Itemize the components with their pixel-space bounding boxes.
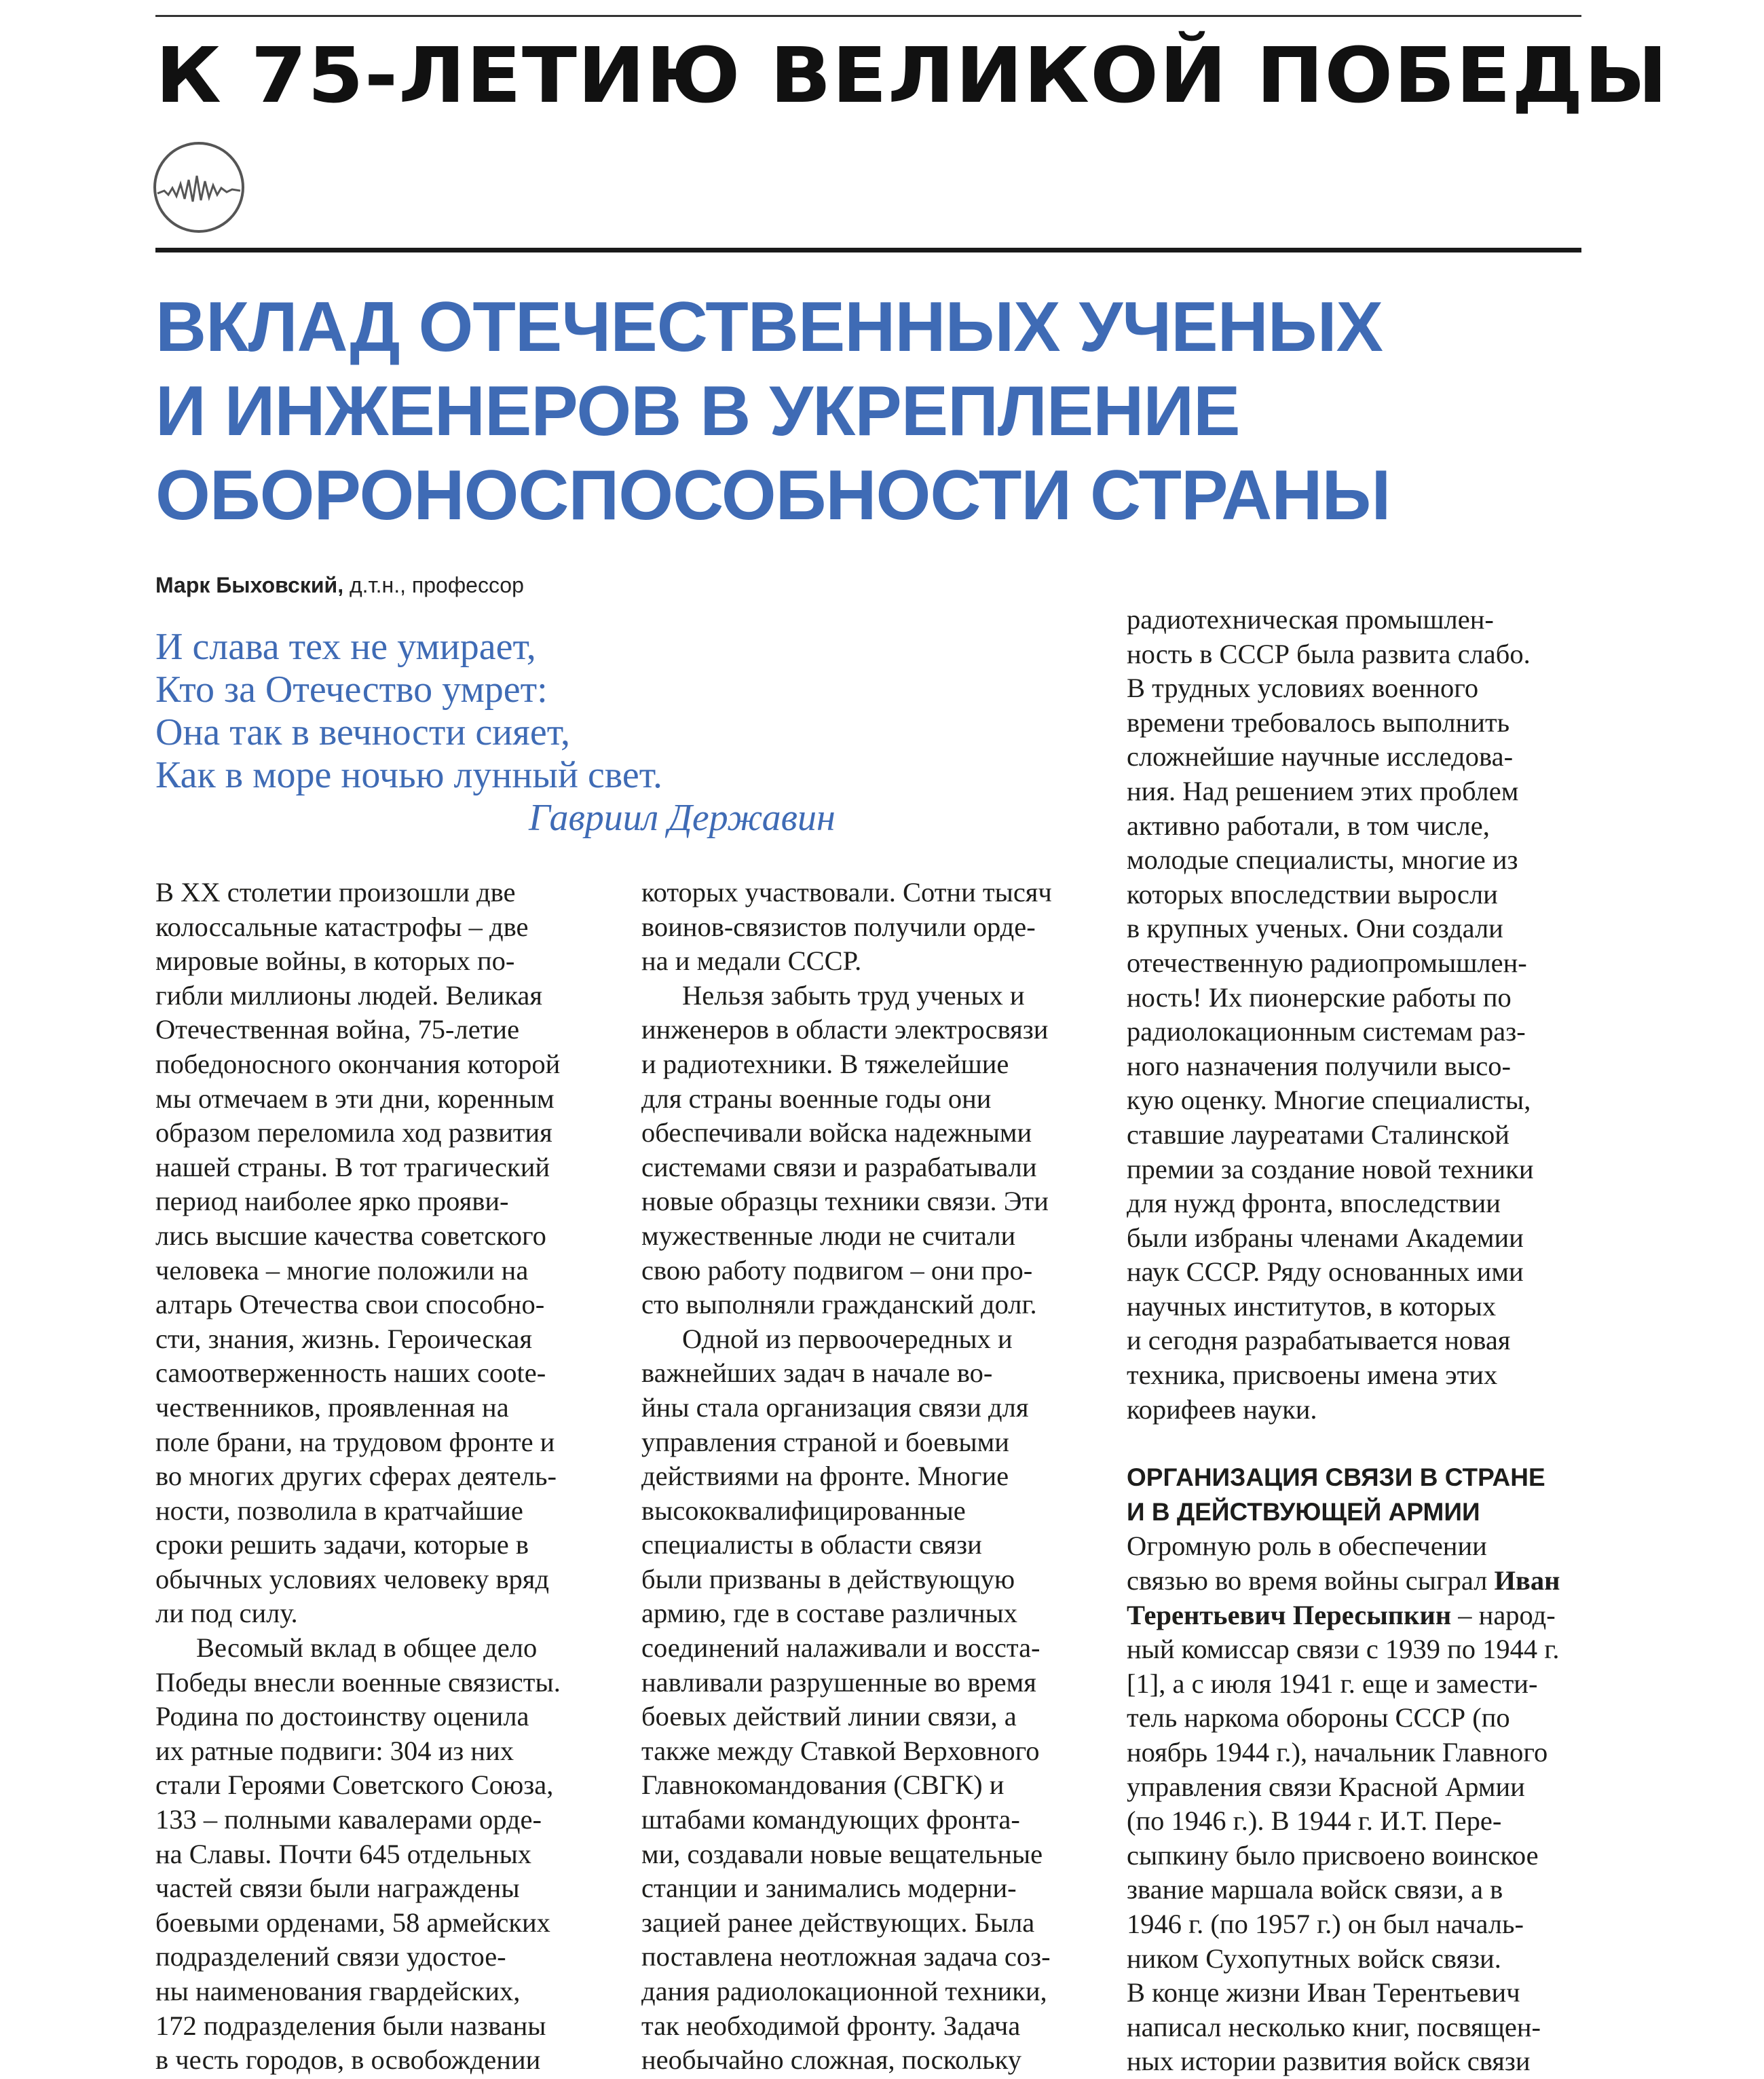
text-line: сто выполняли гражданский долг. [641,1289,1037,1320]
text-line: человека – многие положили на [155,1254,529,1286]
text-line: кую оценку. Многие специалисты, [1127,1085,1531,1116]
text-line: научных институтов, в которых [1127,1290,1497,1322]
text-line: навливали разрушенные во время [641,1666,1036,1698]
text-line: и сегодня разрабатывается новая [1127,1325,1511,1356]
text-fragment: связью во время войны сыграл [1127,1565,1488,1596]
epigraph-line: Она так в вечности сияет, [155,711,571,753]
column-3 [1127,603,1581,2079]
text-line: станции и занимались модерни- [641,1873,1017,1904]
epigraph [155,626,861,840]
text-line [1127,1598,1581,1633]
text-line: радиолокационным системам раз- [1127,1016,1526,1047]
subheading-line: И В ДЕЙСТВУЮЩЕЙ АРМИИ [1127,1497,1480,1526]
text-line: частей связи были награждены [155,1873,520,1904]
text-line: Отечественная война, 75-летие [155,1014,520,1045]
text-line: для страны военные годы они [641,1083,992,1114]
text-line: поставлена неотложная задача соз- [641,1941,1051,1972]
header-rule [155,248,1581,252]
text-line: алтарь Отечества свои способно- [155,1289,545,1320]
text-line: и радиотехники. В тяжелейшие [641,1048,1009,1079]
text-line: образом переломила ход развития [155,1117,552,1148]
text-line: активно работали, в том числе, [1127,810,1490,841]
epigraph-line: Как в море ночью лунный свет. [155,754,663,796]
text-line: стали Героями Советского Союза, [155,1769,554,1801]
headline-line: И ИНЖЕНЕРОВ В УКРЕПЛЕНИЕ [155,372,1240,451]
text-line: премии за создание новой техники [1127,1153,1534,1184]
text-line: поле брани, на трудовом фронте и [155,1426,555,1457]
author-name: Марк Быховский, [155,573,344,597]
text-line: тель наркома обороны СССР (по [1127,1702,1510,1734]
text-line: мировые войны, в которых по- [155,945,515,977]
text-line: системами связи и разрабатывали [641,1151,1037,1182]
text-line: были избраны членами Академии [1127,1222,1524,1253]
text-line: ником Сухопутных войск связи. [1127,1943,1501,1974]
text-line: также между Ставкой Верховного [641,1735,1040,1766]
text-line: 1946 г. (по 1957 г.) он был началь- [1127,1908,1524,1939]
section-title: К 75-ЛЕТИЮ ВЕЛИКОЙ ПОБЕДЫ [155,32,1668,120]
text-line: сложнейшие научные исследова- [1127,741,1514,772]
text-line: нашей страны. В тот трагический [155,1151,550,1182]
text-line: звание маршала войск связи, а в [1127,1874,1503,1905]
text-line: на Славы. Почти 645 отдельных [155,1838,532,1869]
text-line: 133 – полными кавалерами орде- [155,1804,542,1835]
column-3-intro [1127,603,1581,1427]
text-line: обычных условиях человеку вряд [155,1563,549,1594]
epigraph-author: Гавриил Державин [529,797,836,839]
text-line: ный комиссар связи с 1939 по 1944 г. [1127,1634,1560,1665]
text-line: В XX столетии произошли две [155,877,516,907]
text-line: управления связи Красной Армии [1127,1771,1525,1802]
text-line: на и медали СССР. [641,945,862,977]
text-line: новые образцы техники связи. Эти [641,1186,1049,1217]
text-line: боевых действий линии связи, а [641,1701,1017,1732]
text-fragment: – народ- [1458,1599,1556,1630]
text-line: ности, позволила в кратчайшие [155,1495,523,1526]
person-name: Терентьевич Пересыпкин [1127,1599,1452,1630]
text-line: были призваны в действующую [641,1563,1015,1594]
text-line: В трудных условиях военного [1127,673,1479,704]
text-line: сыпкину было присвоено воинское [1127,1839,1539,1871]
text-line: ставшие лауреатами Сталинской [1127,1119,1509,1150]
text-line: ния. Над решением этих проблем [1127,775,1519,806]
text-line: действиями на фронте. Многие [641,1461,1009,1492]
text-line [1127,1564,1581,1598]
text-line: подразделений связи удостое- [155,1941,506,1972]
text-line: колоссальные катастрофы – две [155,911,529,942]
text-line: ли под силу. [155,1598,298,1629]
text-line: высококвалифицированные [641,1495,966,1526]
text-line: ных истории развития войск связи [1127,2046,1531,2077]
column-2 [641,876,1096,2078]
text-line: период наиболее ярко прояви- [155,1186,509,1217]
text-line: молодые специалисты, многие из [1127,844,1518,876]
text-line: корифеев науки. [1127,1393,1317,1425]
person-name: Иван [1494,1565,1560,1596]
text-line: армию, где в составе различных [641,1598,1017,1629]
text-line: которых участвовали. Сотни тысяч [641,877,1052,907]
text-line: (по 1946 г.). В 1944 г. И.Т. Пере- [1127,1805,1502,1837]
author-credentials: д.т.н., профессор [349,573,524,597]
text-line: дания радиолокационной техники, [641,1976,1047,2006]
text-line: самоотверженность наших соote- [155,1357,546,1389]
text-line: техника, присвоены имена этих [1127,1360,1498,1391]
text-line: специалисты в области связи [641,1529,982,1560]
text-line: сти, знания, жизнь. Героическая [155,1323,532,1354]
text-line: чественников, проявленная на [155,1391,509,1423]
text-line: ноябрь 1944 г.), начальник Главного [1127,1737,1548,1767]
text-line: так необходимой фронту. Задача [641,2010,1021,2041]
text-line: штабами командующих фронта- [641,1804,1020,1835]
epigraph-line: Кто за Отечество умрет: [155,669,548,711]
text-line: Одной из первоочередных и [682,1323,1013,1354]
text-line: сроки решить задачи, которые в [155,1529,529,1560]
text-line: Огромную роль в обеспечении [1127,1531,1487,1562]
text-line: воинов-связистов получили орде- [641,911,1036,942]
text-line: обеспечивали войска надежными [641,1117,1032,1148]
headline-line: ОБОРОНОСПОСОБНОСТИ СТРАНЫ [155,456,1391,535]
text-line: в крупных ученых. Они создали [1127,913,1503,944]
byline [155,572,524,599]
text-line: лись высшие качества советского [155,1220,546,1251]
text-line: свою работу подвигом – они про- [641,1254,1033,1286]
text-line: зацией ранее действующих. Была [641,1907,1035,1938]
text-line: управления страной и боевыми [641,1426,1009,1457]
epigraph-line: И слава тех не умирает, [155,626,536,668]
text-line: мужественные люди не считали [641,1220,1016,1251]
text-line: гибли миллионы людей. Великая [155,979,543,1011]
text-line: во многих других сферах деятель- [155,1461,557,1492]
text-line: их ратные подвиги: 304 из них [155,1735,514,1766]
text-line: [1], а с июля 1941 г. еще и замести- [1127,1668,1538,1699]
text-line: радиотехническая промышлен- [1127,604,1494,635]
text-line: боевыми орденами, 58 армейских [155,1907,550,1938]
text-line: победоносного окончания которой [155,1048,561,1079]
text-line: отечественную радиопромышлен- [1127,947,1527,978]
headline-line: ВКЛАД ОТЕЧЕСТВЕННЫХ УЧЕНЫХ [155,288,1383,367]
text-line: ность в СССР была развита слабо. [1127,638,1531,669]
top-rule [155,15,1581,17]
text-line: Родина по достоинству оценила [155,1701,529,1732]
text-line: соединений налаживали и восста- [641,1632,1040,1664]
text-line: ны наименования гвардейских, [155,1976,521,2006]
text-line: мы отмечаем в эти дни, коренным [155,1083,555,1114]
text-line: необычайно сложная, поскольку [641,2044,1021,2076]
text-line: наук СССР. Ряду основанных ими [1127,1256,1524,1288]
text-line: Победы внесли военные связисты. [155,1666,561,1698]
text-line: ми, создавали новые вещательные [641,1838,1043,1869]
column-1 [155,876,610,2078]
text-line: 172 подразделения были названы [155,2010,546,2041]
text-line: для нужд фронта, впоследствии [1127,1188,1501,1219]
article-headline [155,285,1390,538]
soundwave-circle-icon [152,141,246,234]
text-line: Нельзя забыть труд ученых и [682,979,1025,1011]
text-line: Главнокомандования (СВГК) и [641,1769,1005,1801]
subheading-line: ОРГАНИЗАЦИЯ СВЯЗИ В СТРАНЕ [1127,1463,1545,1492]
text-line: ность! Их пионерские работы по [1127,981,1512,1013]
text-line: важнейших задач в начале во- [641,1357,993,1389]
spacer [1127,1427,1581,1461]
column-3-body [1127,1632,1581,2079]
text-line: которых впоследствии выросли [1127,878,1498,910]
text-line: В конце жизни Иван Терентьевич [1127,1977,1520,2008]
text-line: йны стала организация связи для [641,1391,1029,1423]
text-line: инженеров в области электросвязи [641,1014,1049,1045]
text-line: Весомый вклад в общее дело [196,1632,538,1664]
text-line: в честь городов, в освобождении [155,2044,541,2076]
text-line: написал несколько книг, посвящен- [1127,2011,1541,2042]
text-line: ного назначения получили высо- [1127,1050,1511,1081]
text-line: времени требовалось выполнить [1127,707,1510,738]
